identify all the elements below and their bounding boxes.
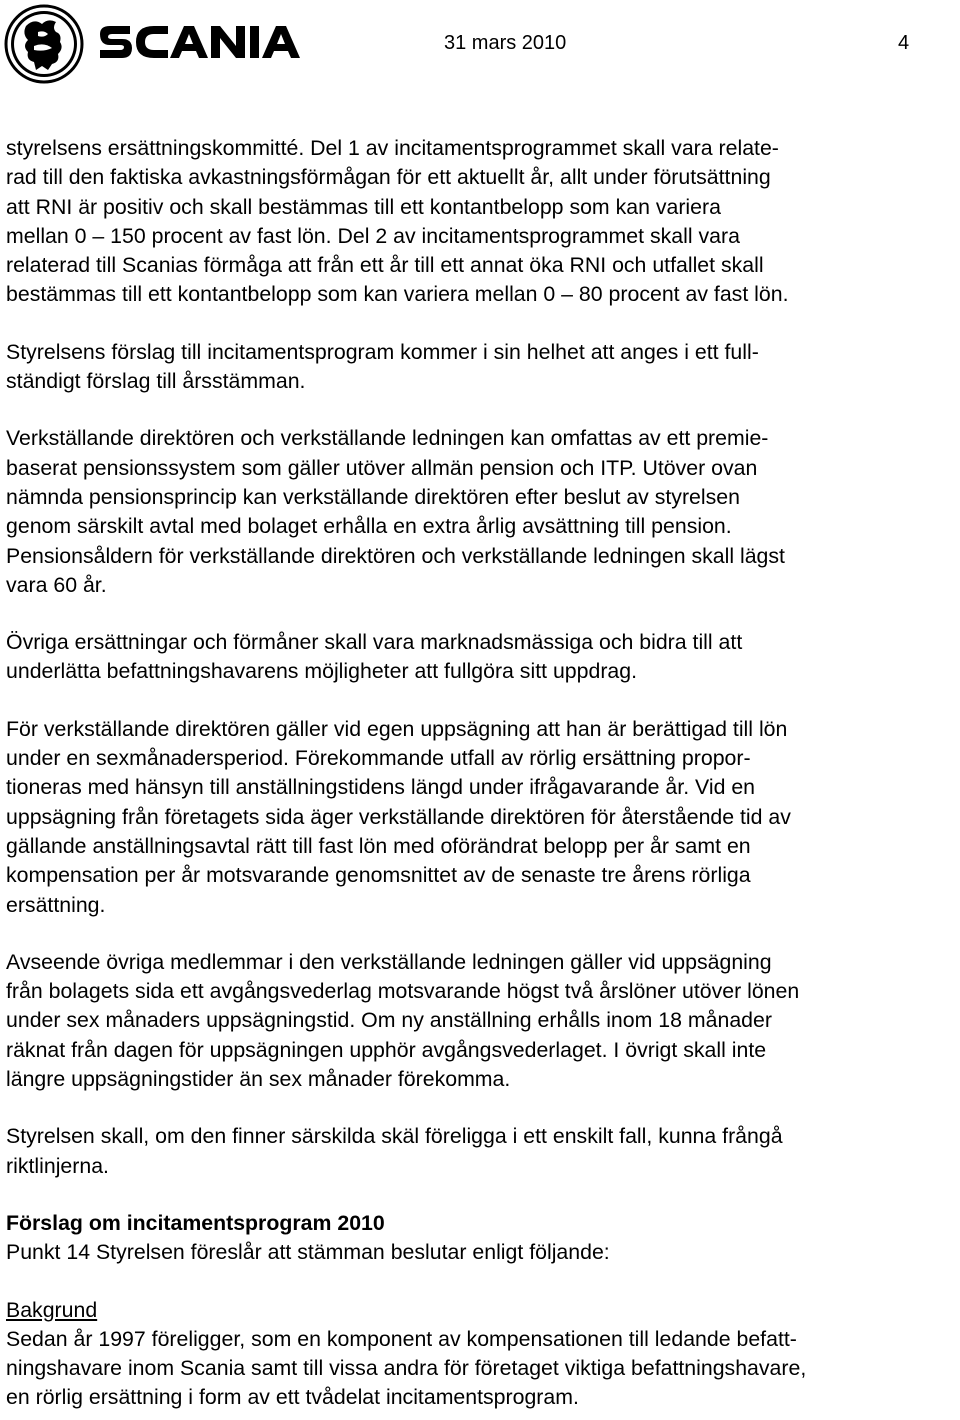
text-line: rad till den faktiska avkastningsförmågan för ett aktuellt år, allt under förutsättning [6,165,771,190]
text-line: riktlinjerna. [6,1153,109,1178]
paragraph-background [6,1296,956,1413]
paragraph-incentive-parts [6,134,956,310]
text-line: ersättning. [6,892,106,917]
subheading-background: Bakgrund [6,1297,98,1322]
text-line: För verkställande direktören gäller vid egen uppsägning att han är berättigad till lön [6,716,788,741]
text-line: kompensation per år motsvarande genomsnittet av de senaste tre årens rörliga [6,863,751,888]
scania-griffin-logo-icon [4,4,334,84]
text-line: mellan 0 – 150 procent av fast lön. Del 2 av incitamentsprogrammet skall vara [6,223,740,248]
text-line: Styrelsen skall, om den finner särskilda skäl föreligga i ett enskilt fall, kunna frångå [6,1124,783,1149]
text-line: genom särskilt avtal med bolaget erhålla en extra årlig avsättning till pension. [6,514,732,539]
text-line: gällande anställningsavtal rätt till fast lön med oförändrat belopp per år samt en [6,833,751,858]
section-incentive-program [6,1209,956,1268]
text-line: under en sexmånadersperiod. Förekommande utfall av rörlig ersättning propor- [6,746,751,771]
text-line: vara 60 år. [6,572,107,597]
text-line: räknat från dagen för uppsägningen upphör avgångsvederlaget. I övrigt skall inte [6,1037,767,1062]
text-line: tioneras med hänsyn till anställningstidens längd under ifrågavarande år. Vid en [6,775,756,800]
text-line: en rörlig ersättning i form av ett tvådelat incitamentsprogram. [6,1385,579,1410]
text-line: uppsägning från företagets sida äger verkställande direktören för återstående tid av [6,804,791,829]
page-number: 4 [898,32,910,54]
text-line: Styrelsens förslag till incitamentsprogram kommer i sin helhet att anges i ett full- [6,339,759,364]
text-line: att RNI är positiv och skall bestämmas till ett kontantbelopp som kan variera [6,194,721,219]
text-line: baserat pensionssystem som gäller utöver allmän pension och ITP. Utöver ovan [6,455,758,480]
paragraph-other-benefits [6,628,956,687]
paragraph-pension [6,424,956,600]
paragraph-management-termination [6,948,956,1094]
text-line: nämnda pensionsprincip kan verkställande direktören efter beslut av styrelsen [6,484,740,509]
paragraph-deviation [6,1122,956,1181]
text-line: Pensionsåldern för verkställande direktören och verkställande ledningen skall lägst [6,543,785,568]
text-line: styrelsens ersättningskommitté. Del 1 av incitamentsprogrammet skall vara relate- [6,136,779,160]
text-line: relaterad till Scanias förmåga att från ett år till ett annat öka RNI och utfallet skall [6,253,764,278]
text-line: längre uppsägningstider än sex månader förekomma. [6,1067,511,1092]
text-line: ningshavare inom Scania samt till vissa andra för företaget viktiga befattningshavare, [6,1356,807,1381]
text-line: underlätta befattningshavarens möjligheter att fullgöra sitt uppdrag. [6,659,638,684]
section-heading: Förslag om incitamentsprogram 2010 [6,1210,385,1235]
text-line: ständigt förslag till årsstämman. [6,369,306,394]
scania-logo [4,4,334,84]
text-line: Verkställande direktören och verkställande ledningen kan omfattas av ett premie- [6,426,769,451]
page-header [0,0,960,90]
document-date: 31 mars 2010 [444,32,567,54]
text-line: Sedan år 1997 föreligger, som en komponent av kompensationen till ledande befatt- [6,1326,797,1351]
text-line: under sex månaders uppsägningstid. Om ny anställning erhålls inom 18 månader [6,1008,772,1033]
paragraph-ceo-termination [6,715,956,920]
text-line: Övriga ersättningar och förmåner skall vara marknadsmässiga och bidra till att [6,630,743,655]
text-line: från bolagets sida ett avgångsvederlag motsvarande högst två årslöner utöver lönen [6,979,800,1004]
document-body [6,134,956,1413]
text-line: Avseende övriga medlemmar i den verkställande ledningen gäller vid uppsägning [6,949,772,974]
agenda-item: Punkt 14 Styrelsen föreslår att stämman beslutar enligt följande: [6,1240,610,1265]
paragraph-board-proposal [6,338,956,397]
text-line: bestämmas till ett kontantbelopp som kan variera mellan 0 – 80 procent av fast lön. [6,282,789,307]
